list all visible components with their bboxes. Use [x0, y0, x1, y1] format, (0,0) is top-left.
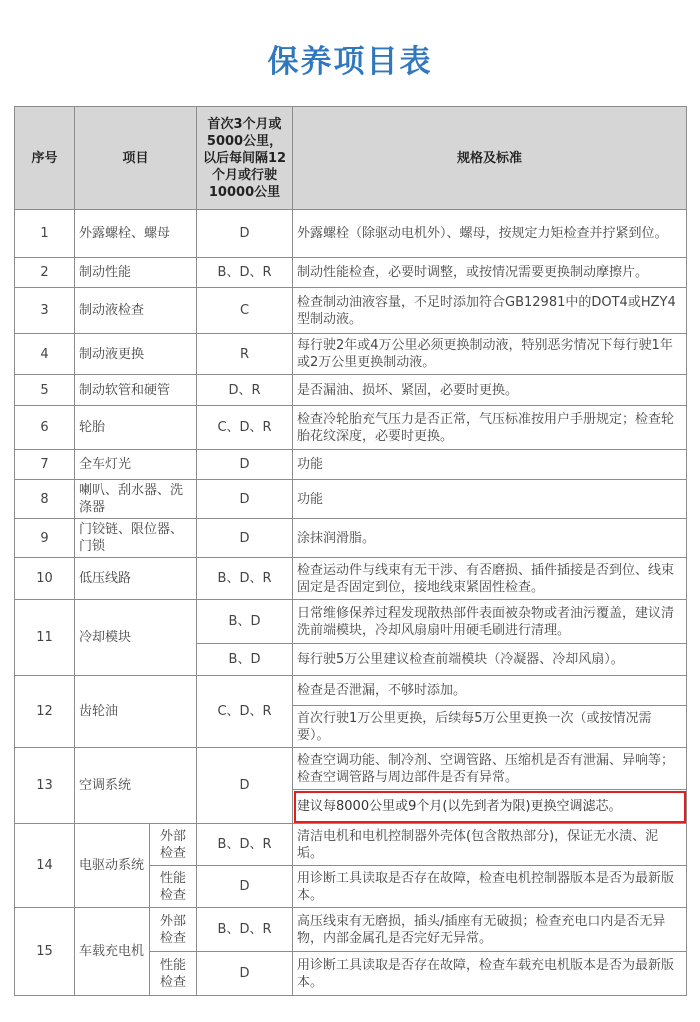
row-item: 外露螺栓、螺母	[75, 210, 197, 258]
row-item: 门铰链、限位器、门锁	[75, 519, 197, 558]
row-standard: 功能	[293, 480, 687, 519]
maintenance-table	[14, 106, 687, 996]
row-seq: 9	[15, 519, 75, 558]
row-seq: 14	[15, 824, 75, 908]
row-seq: 5	[15, 375, 75, 406]
table-row	[15, 676, 687, 706]
header-seq: 序号	[15, 107, 75, 210]
row-code: C、D、R	[197, 406, 293, 450]
row-item: 电驱动系统	[75, 824, 150, 908]
row-standard: 检查运动件与线束有无干涉、有否磨损、插件插接是否到位、线束固定是否固定到位，接地线束紧固性检查。	[293, 558, 687, 600]
row-code: R	[197, 334, 293, 375]
row-seq: 4	[15, 334, 75, 375]
row-item: 喇叭、刮水器、洗涤器	[75, 480, 197, 519]
row-seq: 6	[15, 406, 75, 450]
row-seq: 3	[15, 288, 75, 334]
row-subitem: 性能检查	[150, 952, 197, 996]
row-standard: 涂抹润滑脂。	[293, 519, 687, 558]
row-item: 空调系统	[75, 748, 197, 824]
row-item: 制动液检查	[75, 288, 197, 334]
table-row	[15, 406, 687, 450]
row-standard: 外露螺栓（除驱动电机外）、螺母，按规定力矩检查并拧紧到位。	[293, 210, 687, 258]
table-row	[15, 558, 687, 600]
row-seq: 13	[15, 748, 75, 824]
table-row	[15, 334, 687, 375]
row-seq: 10	[15, 558, 75, 600]
row-standard: 功能	[293, 450, 687, 480]
row-code: D	[197, 952, 293, 996]
row-subitem: 性能检查	[150, 866, 197, 908]
row-standard: 清洁电机和电机控制器外壳体(包含散热部分)，保证无水渍、泥垢。	[293, 824, 687, 866]
row-code: D	[197, 480, 293, 519]
table-row	[15, 210, 687, 258]
row-code: B、D、R	[197, 824, 293, 866]
row-standard: 检查是否泄漏，不够时添加。	[293, 676, 687, 706]
row-code: D	[197, 450, 293, 480]
row-code: D	[197, 866, 293, 908]
row-item: 制动液更换	[75, 334, 197, 375]
row-code: C、D、R	[197, 676, 293, 748]
row-standard: 用诊断工具读取是否存在故障，检查车载充电机版本是否为最新版本。	[293, 952, 687, 996]
row-standard: 每行驶5万公里建议检查前端模块（冷凝器、冷却风扇）。	[293, 644, 687, 676]
row-standard: 检查空调功能、制冷剂、空调管路、压缩机是否有泄漏、异响等；检查空调管路与周边部件是否有异常。	[293, 748, 687, 790]
table-row	[15, 519, 687, 558]
row-standard: 每行驶2年或4万公里必须更换制动液，特别恶劣情况下每行驶1年或2万公里更换制动液。	[293, 334, 687, 375]
table-row	[15, 824, 687, 866]
row-code: B、D	[197, 644, 293, 676]
row-seq: 11	[15, 600, 75, 676]
row-subitem: 外部检查	[150, 824, 197, 866]
table-row	[15, 450, 687, 480]
row-item: 冷却模块	[75, 600, 197, 676]
row-item: 全车灯光	[75, 450, 197, 480]
row-code: B、D、R	[197, 558, 293, 600]
row-code: D、R	[197, 375, 293, 406]
row-item: 车载充电机	[75, 908, 150, 996]
header-standard: 规格及标准	[293, 107, 687, 210]
row-code: D	[197, 210, 293, 258]
row-item: 齿轮油	[75, 676, 197, 748]
row-code: D	[197, 748, 293, 824]
row-item: 轮胎	[75, 406, 197, 450]
row-seq: 1	[15, 210, 75, 258]
row-seq: 7	[15, 450, 75, 480]
row-item: 制动性能	[75, 258, 197, 288]
table-row	[15, 748, 687, 790]
row-seq: 2	[15, 258, 75, 288]
page-title: 保养项目表	[267, 44, 433, 80]
table-row	[15, 600, 687, 644]
row-subitem: 外部检查	[150, 908, 197, 952]
row-code: D	[197, 519, 293, 558]
row-standard: 高压线束有无磨损，插头/插座有无破损；检查充电口内是否无异物，内部金属孔是否完好无异常。	[293, 908, 687, 952]
row-standard: 检查冷轮胎充气压力是否正常，气压标准按用户手册规定；检查轮胎花纹深度，必要时更换。	[293, 406, 687, 450]
header-interval: 首次3个月或5000公里，以后每间隔12个月或行驶10000公里	[197, 107, 293, 210]
table-row	[15, 908, 687, 952]
row-item: 制动软管和硬管	[75, 375, 197, 406]
highlighted-standard: 建议每8000公里或9个月(以先到者为限)更换空调滤芯。	[293, 790, 687, 824]
table-header-row	[15, 107, 687, 210]
row-seq: 8	[15, 480, 75, 519]
row-standard: 制动性能检查，必要时调整，或按情况需要更换制动摩擦片。	[293, 258, 687, 288]
row-item: 低压线路	[75, 558, 197, 600]
row-standard: 首次行驶1万公里更换，后续每5万公里更换一次（或按情况需要）。	[293, 706, 687, 748]
row-standard: 检查制动油液容量，不足时添加符合GB12981中的DOT4或HZY4型制动液。	[293, 288, 687, 334]
table-row	[15, 258, 687, 288]
row-code: C	[197, 288, 293, 334]
row-seq: 12	[15, 676, 75, 748]
row-standard: 用诊断工具读取是否存在故障，检查电机控制器版本是否为最新版本。	[293, 866, 687, 908]
row-standard: 是否漏油、损坏、紧固，必要时更换。	[293, 375, 687, 406]
row-standard: 日常维修保养过程发现散热部件表面被杂物或者油污覆盖，建议清洗前端模块，冷却风扇扇叶用硬毛刷进行清理。	[293, 600, 687, 644]
table-row	[15, 375, 687, 406]
row-code: B、D、R	[197, 258, 293, 288]
row-seq: 15	[15, 908, 75, 996]
header-item: 项目	[75, 107, 197, 210]
table-row	[15, 480, 687, 519]
row-code: B、D	[197, 600, 293, 644]
row-code: B、D、R	[197, 908, 293, 952]
table-row	[15, 288, 687, 334]
